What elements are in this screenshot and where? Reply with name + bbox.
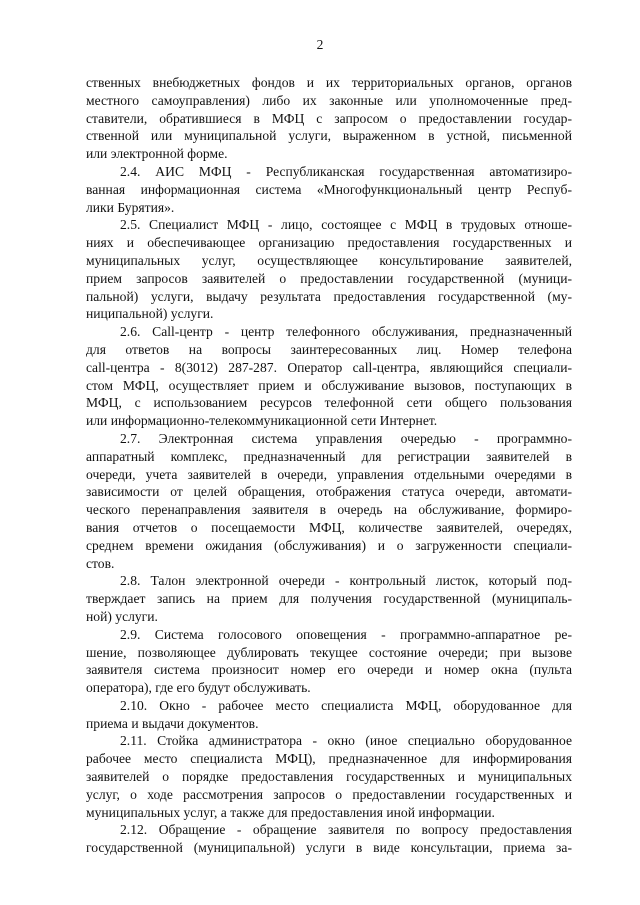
text-line: 2.12. Обращение - обращение заявителя по вопросу предоставления [120,822,572,838]
text-line: 2.10. Окно - рабочее место специалиста МФЦ, оборудованное для [120,697,572,713]
paragraph-p2-4 [86,163,572,216]
paragraph-p2-12 [86,821,572,857]
text-line: 2.7. Электронная система управления очередью - программно- [120,430,572,446]
text-line: 2.5. Специалист МФЦ - лицо, состоящее с МФЦ в трудовых отноше- [120,217,572,233]
text-line: 2.8. Талон электронной очереди - контрольный листок, который под- [120,573,572,589]
text-line: рабочее место специалиста МФЦ), предназначенное для информирования [86,751,572,767]
document-body [86,74,572,857]
text-line: ниях и обеспечивающее организацию предоставления государственных и [86,235,572,251]
text-line: вания отчетов о посещаемости МФЦ, количестве заявителей, очередях, [86,519,572,535]
text-line: 2.11. Стойка администратора - окно (иное специально оборудованное [120,733,572,749]
paragraph-p0 [86,74,572,163]
text-line: тверждает запись на прием для получения государственной (муниципаль- [86,591,572,607]
text-line: лики Бурятия». [86,199,175,215]
text-line: аппаратный комплекс, предназначенный для регистрации заявителей в [86,448,572,464]
text-line: ставители, обратившиеся в МФЦ с запросом о предоставлении государ- [86,110,572,126]
text-line: местного самоуправления) либо их законные или уполномоченные пред- [86,92,572,108]
text-line: 2.9. Система голосового оповещения - программно-аппаратное ре- [120,626,572,642]
text-line: шение, позволяющее дублировать текущее состояние очереди; при вызове [86,644,572,660]
paragraph-p2-10 [86,697,572,733]
text-line: стом МФЦ, осуществляет прием и обслуживание вызовов, поступающих в [86,377,572,393]
text-line: ственной или муниципальной услуги, выраженном в устной, письменной [86,128,572,144]
text-line: или электронной форме. [86,146,228,162]
text-line: прием запросов заявителей о предоставлении государственной (муници- [86,270,572,286]
text-line: или информационно-телекоммуникационной сети Интернет. [86,413,438,429]
text-line: заявителя система произносит номер его очереди и номер окна (пульта [86,662,572,678]
text-line: государственной (муниципальной) услуги в виде консультации, приема за- [86,840,572,856]
text-line: МФЦ, с использованием ресурсов телефонной сети общего пользования [86,395,572,411]
text-line: стов. [86,555,115,571]
text-line: зависимости от целей обращения, отображения статуса очереди, автомати- [86,484,572,500]
text-line: среднем времени ожидания (обслуживания) и о загруженности специали- [86,537,572,553]
text-line: услуг, о ходе рассмотрения запросов о предоставлении государственных и [86,786,572,802]
text-line: call-центра - 8(3012) 287-287. Оператор call-центра, являющийся специали- [86,359,572,375]
paragraph-p2-9 [86,626,572,697]
text-line: оператора), где его будут обслуживать. [86,680,311,696]
text-line: заявителей о порядке предоставления государственных и муниципальных [86,769,572,785]
text-line: ственных внебюджетных фондов и их территориальных органов, органов [86,75,572,90]
text-line: муниципальных услуг, а также для предоставления иной информации. [86,804,495,820]
text-line: очереди, учета заявителей в очереди, управления отдельными очередями в [86,466,572,482]
text-line: ниципальной) услуги. [86,306,214,322]
paragraph-p2-7 [86,430,572,572]
paragraph-p2-5 [86,216,572,323]
text-line: пальной) услуги, выдачу результата предоставления государственной (му- [86,288,572,304]
text-line: 2.4. АИС МФЦ - Республиканская государственная автоматизиро- [120,163,572,179]
paragraph-p2-11 [86,732,572,821]
paragraph-p2-8 [86,572,572,625]
paragraph-p2-6 [86,323,572,430]
text-line: приема и выдачи документов. [86,715,259,731]
text-line: муниципальных услуг, осуществляющее консультирование заявителей, [86,252,572,268]
text-line: ческого перенаправления заявителя в очередь на обслуживание, формиро- [86,502,572,518]
text-line: ной) услуги. [86,608,158,624]
text-line: 2.6. Call-центр - центр телефонного обслуживания, предназначенный [120,324,572,340]
text-line: ванная информационная система «Многофункциональный центр Респуб- [86,181,572,197]
text-line: для ответов на вопросы заинтересованных лиц. Номер телефона [86,341,572,357]
page-number: 2 [316,37,324,52]
